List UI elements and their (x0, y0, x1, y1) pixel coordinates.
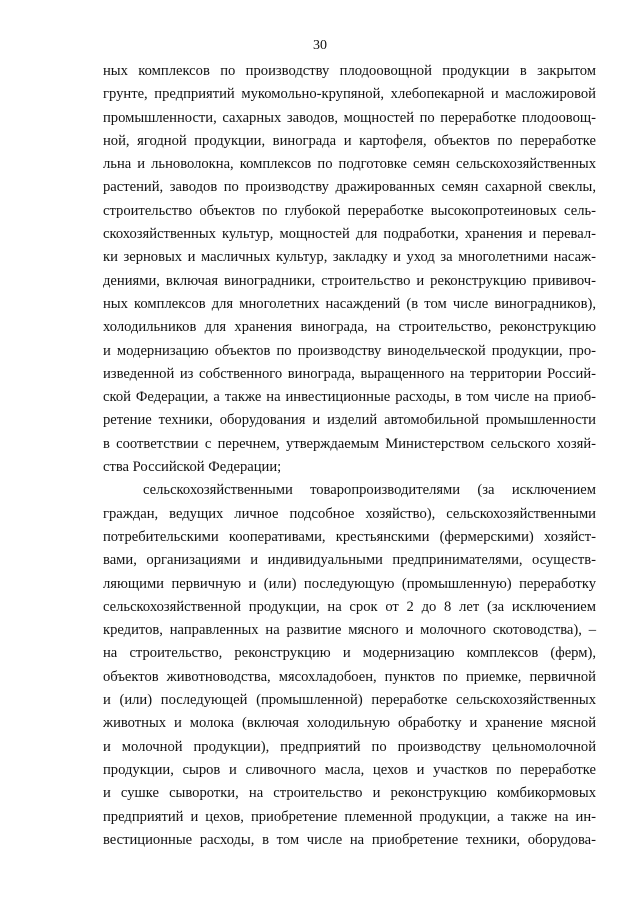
text-line: и молочной продукции), предприятий по производству цельномолочной (103, 738, 596, 755)
text-line: и модернизацию объектов по производству винодельческой продукции, про- (103, 342, 596, 359)
text-line: дениями, включая виноградники, строительство и реконструкцию прививоч- (103, 272, 596, 289)
text-line: граждан, ведущих личное подсобное хозяйство), сельскохозяйственными (103, 505, 596, 522)
text-line: промышленности, сахарных заводов, мощностей по переработке плодоовощ- (103, 109, 596, 126)
text-line: сельскохозяйственными товаропроизводителями (за исключением (143, 482, 596, 499)
text-line: ки зерновых и масличных культур, закладку и уход за многолетними насаж- (103, 249, 596, 266)
text-line: на строительство, реконструкцию и модернизацию комплексов (ферм), (103, 645, 596, 662)
text-line: скохозяйственных культур, мощностей для подработки, хранения и перевал- (103, 226, 596, 243)
text-line: ных комплексов по производству плодоовощной продукции в закрытом (103, 63, 596, 79)
page-number: 30 (313, 38, 327, 53)
text-line: ства Российской Федерации; (103, 459, 282, 476)
text-line: объектов животноводства, мясохладобоен, пунктов по приемке, первичной (103, 668, 596, 685)
text-line: и сушке сыворотки, на строительство и реконструкцию комбикормовых (103, 785, 596, 802)
text-line: растений, заводов по производству дражированных семян сахарной свеклы, (103, 179, 596, 196)
text-line: потребительскими кооперативами, крестьянскими (фермерскими) хозяйст- (103, 528, 596, 545)
text-line: ретение техники, оборудования и изделий автомобильной промышленности (103, 412, 596, 429)
text-line: в соответствии с перечнем, утверждаемым Министерством сельского хозяй- (103, 435, 596, 452)
body-text (103, 60, 596, 852)
text-line: и (или) последующей (промышленной) переработке сельскохозяйственных (103, 692, 596, 709)
text-line: кредитов, направленных на развитие мясного и молочного скотоводства), – (103, 622, 596, 639)
text-line: вами, организациями и индивидуальными предпринимателями, осуществ- (103, 552, 596, 569)
text-line: холодильников для хранения винограда, на строительство, реконструкцию (103, 319, 596, 336)
text-line: ляющими первичную и (или) последующую (промышленную) переработку (103, 575, 596, 592)
text-line: животных и молока (включая холодильную обработку и хранение мясной (103, 715, 596, 732)
text-line: ной, ягодной продукции, винограда и картофеля, объектов по переработке (103, 132, 596, 149)
text-line: предприятий и цехов, приобретение племенной продукции, а также на ин- (103, 808, 596, 825)
text-line: грунте, предприятий мукомольно-крупяной, хлебопекарной и масложировой (103, 86, 596, 103)
text-line: продукции, сыров и сливочного масла, цехов и участков по переработке (103, 761, 596, 778)
text-line: сельскохозяйственной продукции, на срок от 2 до 8 лет (за исключением (103, 598, 596, 615)
text-line: ской Федерации, а также на инвестиционные расходы, в том числе на приоб- (103, 389, 596, 406)
text-line: строительство объектов по глубокой переработке высокопротеиновых сель- (103, 202, 596, 219)
text-line: ных комплексов для многолетних насаждений (в том числе виноградников), (103, 295, 596, 312)
text-line: льна и льноволокна, комплексов по подготовке семян сельскохозяйственных (103, 156, 596, 173)
text-line: изведенной из собственного винограда, выращенного на территории Россий- (103, 365, 596, 382)
text-line: вестиционные расходы, в том числе на приобретение техники, оборудова- (103, 831, 596, 848)
